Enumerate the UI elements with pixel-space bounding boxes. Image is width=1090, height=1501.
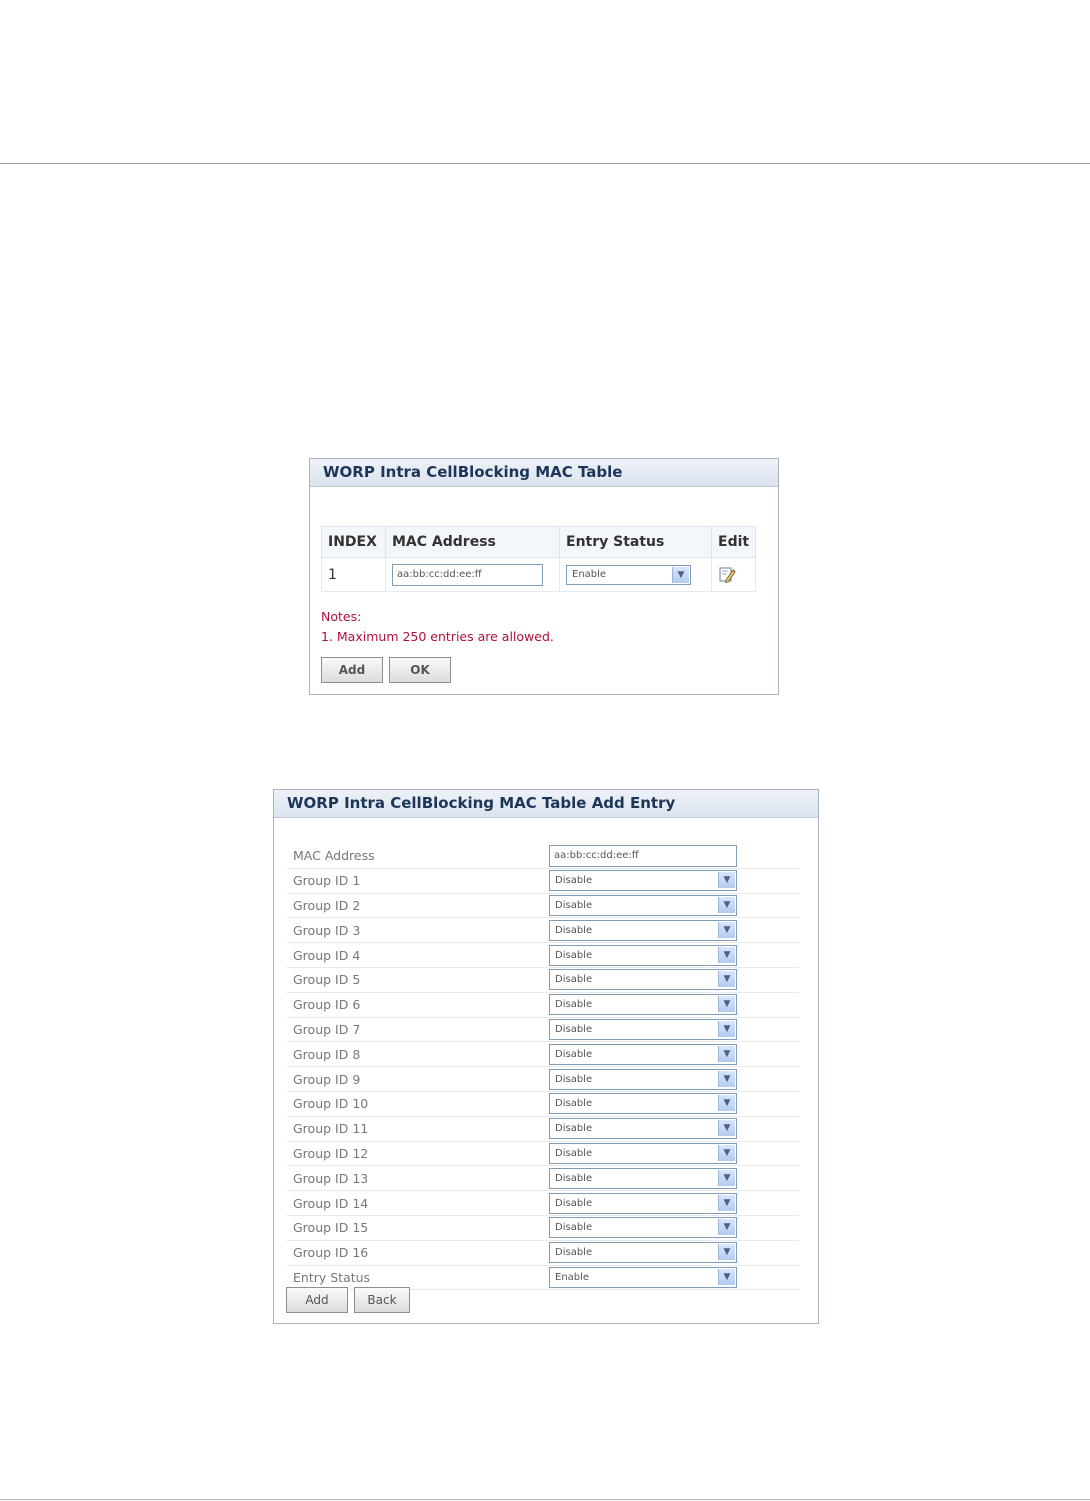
select-value: Disable [555, 924, 593, 936]
group-id-select[interactable] [549, 969, 737, 990]
group-id-select[interactable] [549, 994, 737, 1015]
mac-table-panel [309, 458, 779, 695]
panel-title: WORP Intra CellBlocking MAC Table [310, 459, 778, 487]
group-id-select[interactable] [549, 1019, 737, 1040]
entry-status-label: Entry Status [287, 1265, 549, 1290]
chevron-down-icon: ▼ [718, 1021, 735, 1037]
chevron-down-icon: ▼ [718, 872, 735, 888]
select-value: Disable [555, 1048, 593, 1060]
group-id-label: Group ID 11 [287, 1116, 549, 1141]
notes-heading: Notes: [321, 609, 362, 624]
entry-status-cell [560, 558, 712, 592]
form-row-group-id [287, 1042, 799, 1067]
select-value: Disable [555, 1197, 593, 1209]
select-value: Disable [555, 1073, 593, 1085]
group-id-label: Group ID 3 [287, 918, 549, 943]
note-item: 1. Maximum 250 entries are allowed. [321, 629, 554, 644]
select-value: Disable [555, 1222, 593, 1234]
group-id-label: Group ID 12 [287, 1141, 549, 1166]
form-row-group-id [287, 1166, 799, 1191]
chevron-down-icon: ▼ [718, 897, 735, 913]
footer-divider [0, 1499, 1090, 1500]
chevron-down-icon: ▼ [672, 567, 689, 583]
table-header-row [322, 527, 756, 558]
chevron-down-icon: ▼ [718, 971, 735, 987]
group-id-label: Group ID 5 [287, 967, 549, 992]
group-id-select[interactable] [549, 870, 737, 891]
select-value: Disable [555, 949, 593, 961]
select-value: Disable [555, 1098, 593, 1110]
group-id-label: Group ID 9 [287, 1067, 549, 1092]
group-id-select[interactable] [549, 1044, 737, 1065]
chevron-down-icon: ▼ [718, 1195, 735, 1211]
group-id-label: Group ID 7 [287, 1017, 549, 1042]
select-value: Disable [555, 1023, 593, 1035]
form-row-group-id [287, 1141, 799, 1166]
group-id-label: Group ID 2 [287, 893, 549, 918]
form-row-group-id [287, 1240, 799, 1265]
mac-table [321, 526, 756, 592]
chevron-down-icon: ▼ [718, 996, 735, 1012]
group-id-label: Group ID 10 [287, 1091, 549, 1116]
row-index: 1 [322, 558, 386, 592]
group-id-label: Group ID 8 [287, 1042, 549, 1067]
group-id-label: Group ID 1 [287, 868, 549, 893]
panel-title: WORP Intra CellBlocking MAC Table Add Entry [274, 790, 818, 818]
select-value: Disable [555, 875, 593, 887]
back-button[interactable]: Back [354, 1287, 410, 1313]
form-row-mac-address [287, 844, 799, 868]
column-header-edit: Edit [712, 527, 756, 558]
form-row-group-id [287, 1067, 799, 1092]
chevron-down-icon: ▼ [718, 1095, 735, 1111]
column-header-entry-status: Entry Status [560, 527, 712, 558]
form-row-group-id [287, 1116, 799, 1141]
select-value: Disable [555, 974, 593, 986]
edit-icon[interactable] [718, 566, 736, 584]
group-id-label: Group ID 14 [287, 1191, 549, 1216]
form-row-group-id [287, 943, 799, 968]
chevron-down-icon: ▼ [718, 1046, 735, 1062]
group-id-select[interactable] [549, 920, 737, 941]
group-id-select[interactable] [549, 1242, 737, 1263]
group-id-label: Group ID 4 [287, 943, 549, 968]
form-row-group-id [287, 1191, 799, 1216]
entry-status-select[interactable] [566, 565, 691, 585]
column-header-mac-address: MAC Address [386, 527, 560, 558]
table-row [322, 558, 756, 592]
mac-address-input[interactable]: aa:bb:cc:dd:ee:ff [392, 564, 543, 586]
add-button[interactable]: Add [321, 657, 383, 683]
group-id-select[interactable] [549, 1118, 737, 1139]
chevron-down-icon: ▼ [718, 922, 735, 938]
add-button[interactable]: Add [286, 1287, 348, 1313]
notes [321, 607, 554, 647]
group-id-label: Group ID 16 [287, 1240, 549, 1265]
form-row-group-id [287, 1215, 799, 1240]
column-header-index: INDEX [322, 527, 386, 558]
chevron-down-icon: ▼ [718, 947, 735, 963]
chevron-down-icon: ▼ [718, 1170, 735, 1186]
group-id-label: Group ID 15 [287, 1215, 549, 1240]
chevron-down-icon: ▼ [718, 1269, 735, 1285]
select-value: Disable [555, 1172, 593, 1184]
group-id-select[interactable] [549, 1069, 737, 1090]
chevron-down-icon: ▼ [718, 1244, 735, 1260]
entry-status-value: Enable [572, 568, 607, 580]
form-row-group-id [287, 992, 799, 1017]
group-id-select[interactable] [549, 1168, 737, 1189]
group-id-label: Group ID 6 [287, 992, 549, 1017]
select-value: Enable [555, 1271, 590, 1283]
group-id-select[interactable] [549, 1143, 737, 1164]
form-row-group-id [287, 1091, 799, 1116]
chevron-down-icon: ▼ [718, 1071, 735, 1087]
header-divider [0, 163, 1090, 164]
edit-cell [712, 558, 756, 592]
select-value: Disable [555, 999, 593, 1011]
group-id-select[interactable] [549, 1093, 737, 1114]
group-id-select[interactable] [549, 1193, 737, 1214]
mac-address-label: MAC Address [287, 844, 549, 868]
group-id-select[interactable] [549, 1217, 737, 1238]
group-id-select[interactable] [549, 945, 737, 966]
select-value: Disable [555, 1147, 593, 1159]
mac-address-field[interactable]: aa:bb:cc:dd:ee:ff [549, 845, 737, 867]
select-value: Disable [555, 1123, 593, 1135]
ok-button[interactable]: OK [389, 657, 451, 683]
group-id-select[interactable] [549, 895, 737, 916]
form-row-group-id [287, 893, 799, 918]
add-entry-panel [273, 789, 819, 1324]
form-row-group-id [287, 918, 799, 943]
add-entry-form [287, 844, 799, 1290]
select-value: Disable [555, 1247, 593, 1259]
form-row-group-id [287, 868, 799, 893]
entry-status-select[interactable] [549, 1267, 737, 1288]
mac-address-cell [386, 558, 560, 592]
form-row-group-id [287, 967, 799, 992]
group-id-label: Group ID 13 [287, 1166, 549, 1191]
form-row-group-id [287, 1017, 799, 1042]
select-value: Disable [555, 899, 593, 911]
chevron-down-icon: ▼ [718, 1120, 735, 1136]
chevron-down-icon: ▼ [718, 1219, 735, 1235]
chevron-down-icon: ▼ [718, 1145, 735, 1161]
